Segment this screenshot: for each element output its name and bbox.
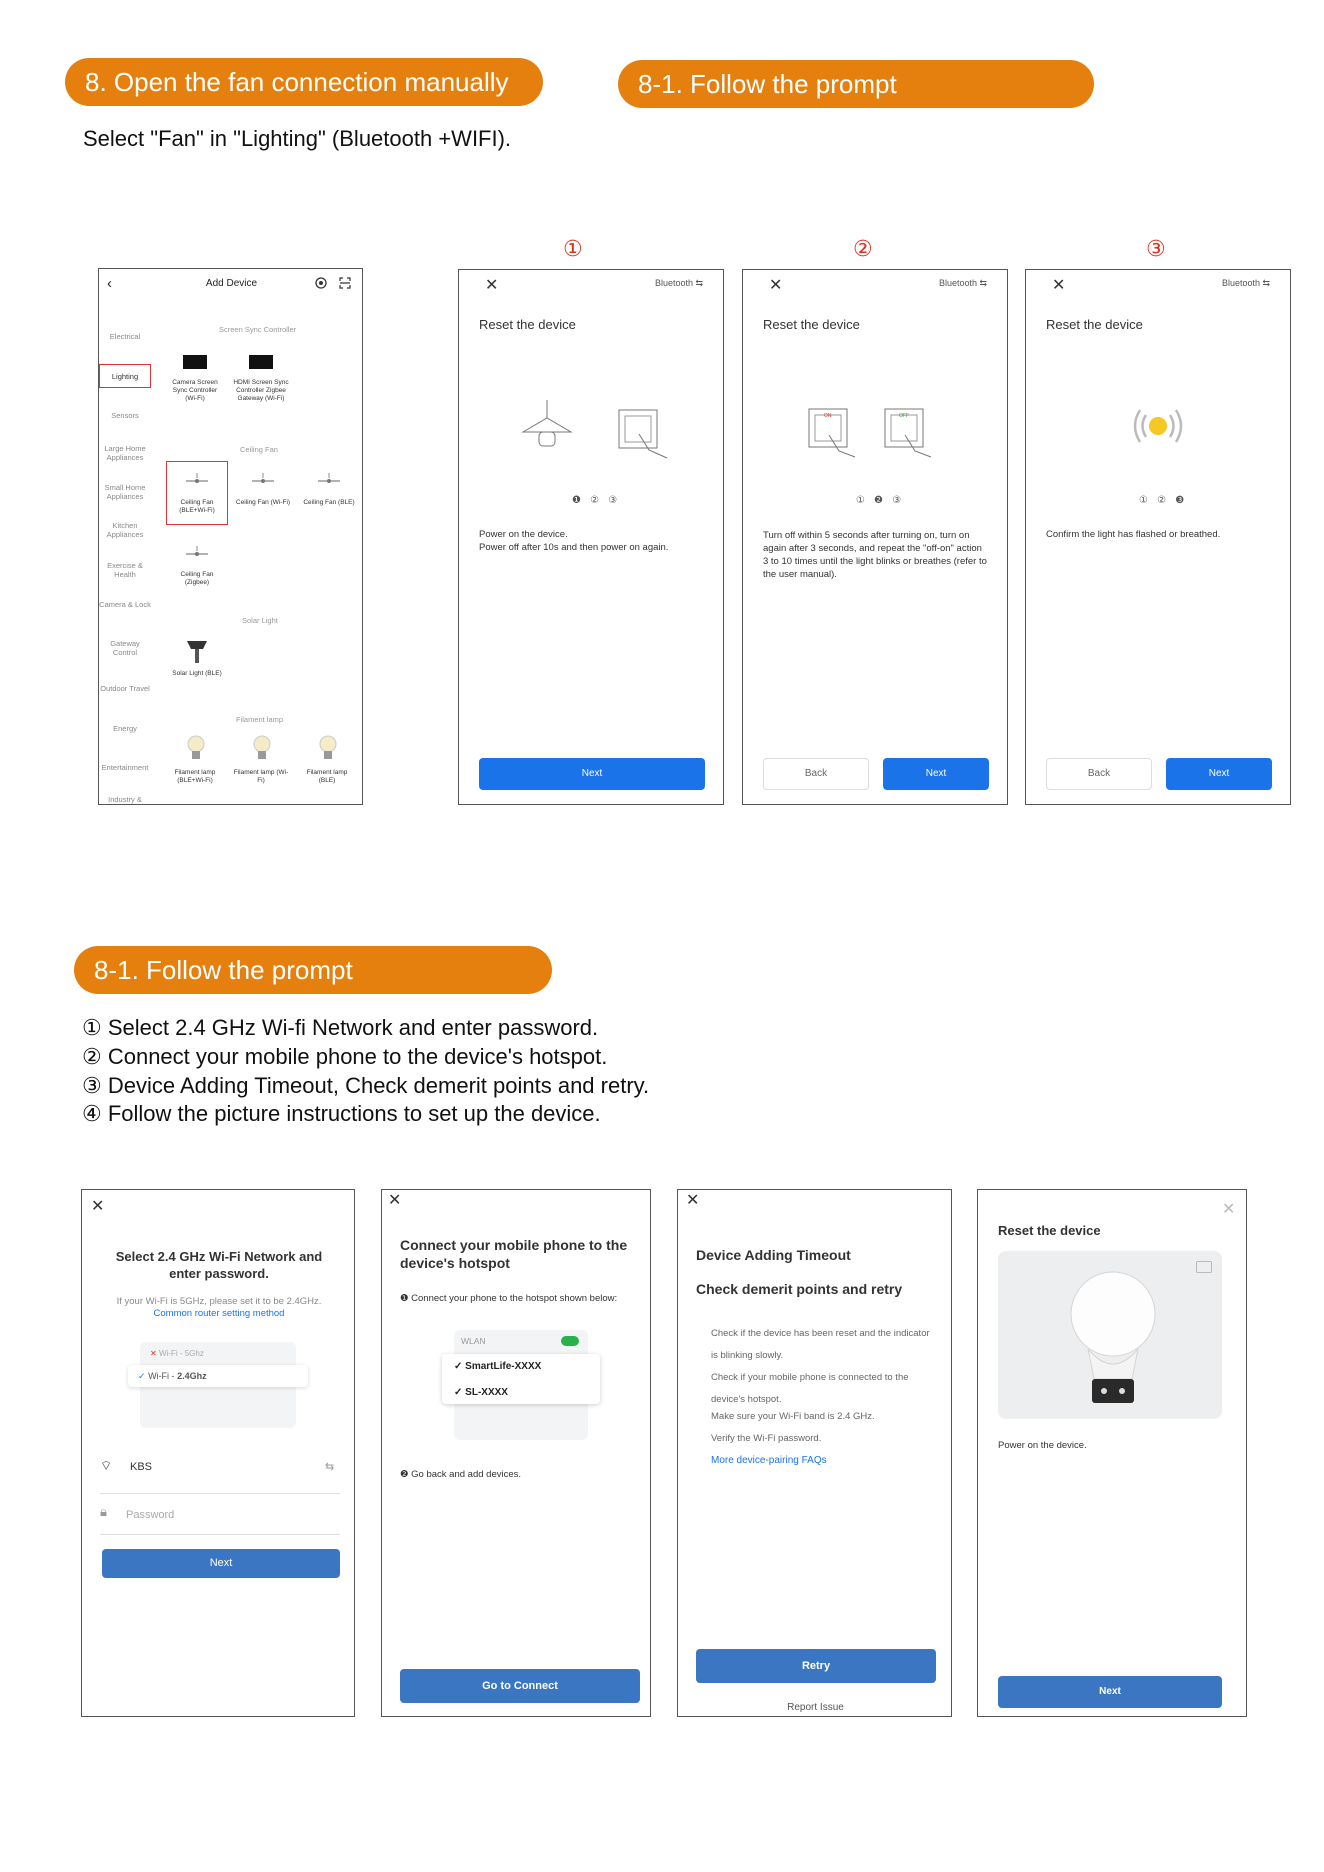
- ceiling-fan-icon: [317, 473, 341, 485]
- category-large-home[interactable]: Large Home Appliances: [104, 444, 146, 462]
- ceiling-fan-icon: [185, 546, 209, 558]
- close-icon[interactable]: ✕: [1222, 1201, 1236, 1218]
- solar-light-icon: [185, 637, 209, 665]
- instruction-line-2: ② Connect your mobile phone to the device's hotspot.: [82, 1044, 608, 1069]
- report-issue-link[interactable]: Report Issue: [787, 1702, 844, 1713]
- instruction-text: Turn off within 5 seconds after turning on, turn on again after 3 seconds, and repeat the "off-on" action 3 to 10 times until the light blinks or breathes (refer to the user manual).: [763, 530, 987, 580]
- screen-title: Device Adding Timeout: [696, 1247, 851, 1263]
- instruction-line-2: Power off after 10s and then power on again.: [479, 542, 669, 553]
- screen-title: Reset the device: [998, 1223, 1101, 1238]
- item-fan-ble[interactable]: Ceiling Fan (BLE): [303, 499, 355, 506]
- video-icon[interactable]: [1196, 1261, 1212, 1273]
- screen-title: Connect your mobile phone to the device's hotspot: [400, 1237, 628, 1271]
- network-24g[interactable]: ✓ Wi-Fi - 2.4Ghz: [138, 1371, 207, 1381]
- bluetooth-label: Bluetooth ⇆: [655, 278, 704, 288]
- timeout-screen: [677, 1189, 952, 1717]
- wifi-screen: [81, 1189, 355, 1717]
- category-outdoor[interactable]: Outdoor Travel: [100, 684, 150, 693]
- bulb-icon: [253, 735, 271, 761]
- ceiling-fan-icon: [251, 473, 275, 485]
- next-button[interactable]: Next: [883, 758, 989, 790]
- step-marker-3: ③: [1146, 237, 1166, 262]
- password-input[interactable]: Password: [126, 1509, 175, 1521]
- close-icon[interactable]: ✕: [1052, 277, 1066, 294]
- screen-title: Reset the device: [479, 317, 576, 332]
- item-fan-ble-wifi[interactable]: Ceiling Fan (BLE+Wi-Fi): [179, 499, 215, 514]
- category-electrical[interactable]: Electrical: [109, 332, 141, 341]
- category-energy[interactable]: Energy: [113, 724, 137, 733]
- ceiling-fan-icon: [185, 473, 209, 485]
- instruction-text: Confirm the light has flashed or breathed.: [1046, 529, 1221, 540]
- hotspot-screen: [381, 1189, 651, 1717]
- step-1-text: ❶ Connect your phone to the hotspot shown below:: [400, 1293, 618, 1304]
- section-heading-open-fan: 8. Open the fan connection manually: [65, 58, 543, 106]
- section-heading-follow-prompt-2: 8-1. Follow the prompt: [74, 946, 552, 994]
- lock-icon: 🔒︎: [100, 1504, 107, 1519]
- screen-subtitle: Check demerit points and retry: [696, 1281, 903, 1297]
- close-icon[interactable]: ✕: [769, 277, 783, 294]
- category-entertainment[interactable]: Entertainment: [101, 763, 149, 772]
- item-camera-screen[interactable]: Camera Screen Sync Controller (Wi-Fi): [172, 379, 218, 402]
- switch-network-icon[interactable]: ⇆: [325, 1461, 335, 1473]
- step-dots: ① ② ❸: [1139, 495, 1188, 506]
- next-button[interactable]: Next: [1166, 758, 1272, 790]
- instruction-line-1: ① Select 2.4 GHz Wi-fi Network and enter password.: [82, 1015, 599, 1040]
- item-fan-zigbee[interactable]: Ceiling Fan (Zigbee): [180, 571, 214, 586]
- category-sensors[interactable]: Sensors: [111, 411, 139, 420]
- ssid-divider: [100, 1493, 340, 1494]
- bulb-icon: [319, 735, 337, 761]
- item-fil-wifi[interactable]: Filament lamp (Wi-Fi): [233, 769, 289, 784]
- section-filament: Filament lamp: [236, 715, 284, 724]
- light-bulb-image: [1068, 1269, 1158, 1419]
- step-2-text: ❷ Go back and add devices.: [400, 1469, 522, 1480]
- reset-screen-2: [742, 269, 1008, 805]
- screen-title: Add Device: [205, 278, 258, 289]
- wlan-toggle[interactable]: [561, 1336, 579, 1346]
- category-camera-lock[interactable]: Camera & Lock: [99, 600, 151, 609]
- scan-code-icon[interactable]: [339, 277, 351, 289]
- bluetooth-label: Bluetooth ⇆: [939, 278, 988, 288]
- instruction-line-1: Power on the device.: [479, 529, 568, 540]
- close-icon[interactable]: ✕: [485, 277, 499, 294]
- band-note: If your Wi-Fi is 5GHz, please set it to be 2.4GHz.: [116, 1296, 322, 1307]
- section-heading-follow-prompt: 8-1. Follow the prompt: [618, 60, 1094, 108]
- password-divider: [100, 1534, 340, 1535]
- category-small-home[interactable]: Small Home Appliances: [104, 483, 146, 501]
- check-item: Check if the device has been reset and the indicator is blinking slowly.: [711, 1328, 930, 1361]
- flashing-light-icon: [1130, 404, 1186, 448]
- item-solar-ble[interactable]: Solar Light (BLE): [172, 670, 222, 677]
- add-device-screen: [98, 268, 363, 805]
- step-marker-1: ①: [563, 237, 583, 262]
- close-icon[interactable]: ✕: [686, 1192, 700, 1209]
- next-button[interactable]: Next: [102, 1549, 340, 1578]
- bluetooth-label: Bluetooth ⇆: [1222, 278, 1271, 288]
- item-fil-ble[interactable]: Filament lamp (BLE): [306, 769, 348, 784]
- category-industry[interactable]: Industry &: [108, 795, 142, 804]
- lamp-illustration: [519, 400, 679, 470]
- controller-image: [249, 355, 273, 369]
- fan-highlight[interactable]: [166, 461, 228, 525]
- hotspot-smartlife[interactable]: ✓ SmartLife-XXXX: [454, 1361, 542, 1372]
- faq-link[interactable]: More device-pairing FAQs: [711, 1455, 827, 1466]
- wlan-label: WLAN: [461, 1336, 486, 1346]
- retry-button[interactable]: Retry: [696, 1649, 936, 1683]
- section-ceiling-fan: Ceiling Fan: [240, 445, 278, 454]
- screen-title: Reset the device: [763, 317, 860, 332]
- back-button[interactable]: Back: [1046, 758, 1152, 790]
- screen-title: Reset the device: [1046, 317, 1143, 332]
- next-button[interactable]: Next: [479, 758, 705, 790]
- step-dots: ❶ ② ③: [572, 495, 621, 506]
- reset-screen-1: [458, 269, 724, 805]
- check-item: Make sure your Wi-Fi band is 2.4 GHz.: [711, 1411, 875, 1422]
- item-fil-ble-wifi[interactable]: Filament lamp (BLE+Wi-Fi): [174, 769, 216, 784]
- bulb-reset-screen: [977, 1189, 1247, 1717]
- step-marker-2: ②: [853, 237, 873, 262]
- hotspot-sl[interactable]: ✓ SL-XXXX: [454, 1387, 508, 1398]
- close-icon[interactable]: ✕: [91, 1198, 105, 1215]
- network-5g: ✕ Wi-Fi - 5Ghz: [150, 1349, 204, 1358]
- router-setting-link[interactable]: Common router setting method: [153, 1308, 285, 1319]
- reset-screen-3: [1025, 269, 1291, 805]
- close-icon[interactable]: ✕: [388, 1192, 402, 1209]
- category-exercise[interactable]: Exercise & Health: [107, 561, 143, 579]
- intro-text: Select "Fan" in "Lighting" (Bluetooth +WIFI).: [83, 126, 512, 151]
- section-screen-sync: Screen Sync Controller: [219, 325, 297, 334]
- controller-image: [183, 355, 207, 369]
- next-button[interactable]: Next: [998, 1676, 1222, 1708]
- check-item: Verify the Wi-Fi password.: [711, 1433, 822, 1444]
- check-item: Check if your mobile phone is connected to the device's hotspot.: [711, 1372, 909, 1405]
- instruction-line-4: ④ Follow the picture instructions to set up the device.: [82, 1101, 601, 1126]
- wifi-icon: ⌔: [100, 1458, 113, 1473]
- item-hdmi-screen[interactable]: HDMI Screen Sync Controller Zigbee Gateway (Wi-Fi): [233, 379, 289, 402]
- ssid-value[interactable]: KBS: [130, 1461, 153, 1473]
- bulb-photo: [998, 1251, 1222, 1419]
- instruction-text: Power on the device.: [998, 1440, 1087, 1451]
- category-gateway[interactable]: Gateway Control: [110, 639, 140, 657]
- bulb-icon: [187, 735, 205, 761]
- screen-title: Select 2.4 GHz Wi-Fi Network and enter password.: [115, 1249, 323, 1281]
- category-lighting[interactable]: Lighting: [111, 372, 139, 381]
- on-label: ON: [824, 413, 832, 419]
- step-dots: ① ❷ ③: [856, 495, 905, 506]
- back-icon[interactable]: ‹: [107, 275, 112, 292]
- section-solar-light: Solar Light: [242, 616, 278, 625]
- go-to-connect-button[interactable]: Go to Connect: [400, 1669, 640, 1703]
- category-kitchen[interactable]: Kitchen Appliances: [106, 521, 144, 539]
- off-label: OFF: [899, 413, 909, 419]
- back-button[interactable]: Back: [763, 758, 869, 790]
- scan-target-icon[interactable]: [315, 277, 327, 289]
- item-fan-wifi[interactable]: Ceiling Fan (Wi-Fi): [235, 499, 291, 506]
- instruction-line-3: ③ Device Adding Timeout, Check demerit points and retry.: [82, 1073, 650, 1098]
